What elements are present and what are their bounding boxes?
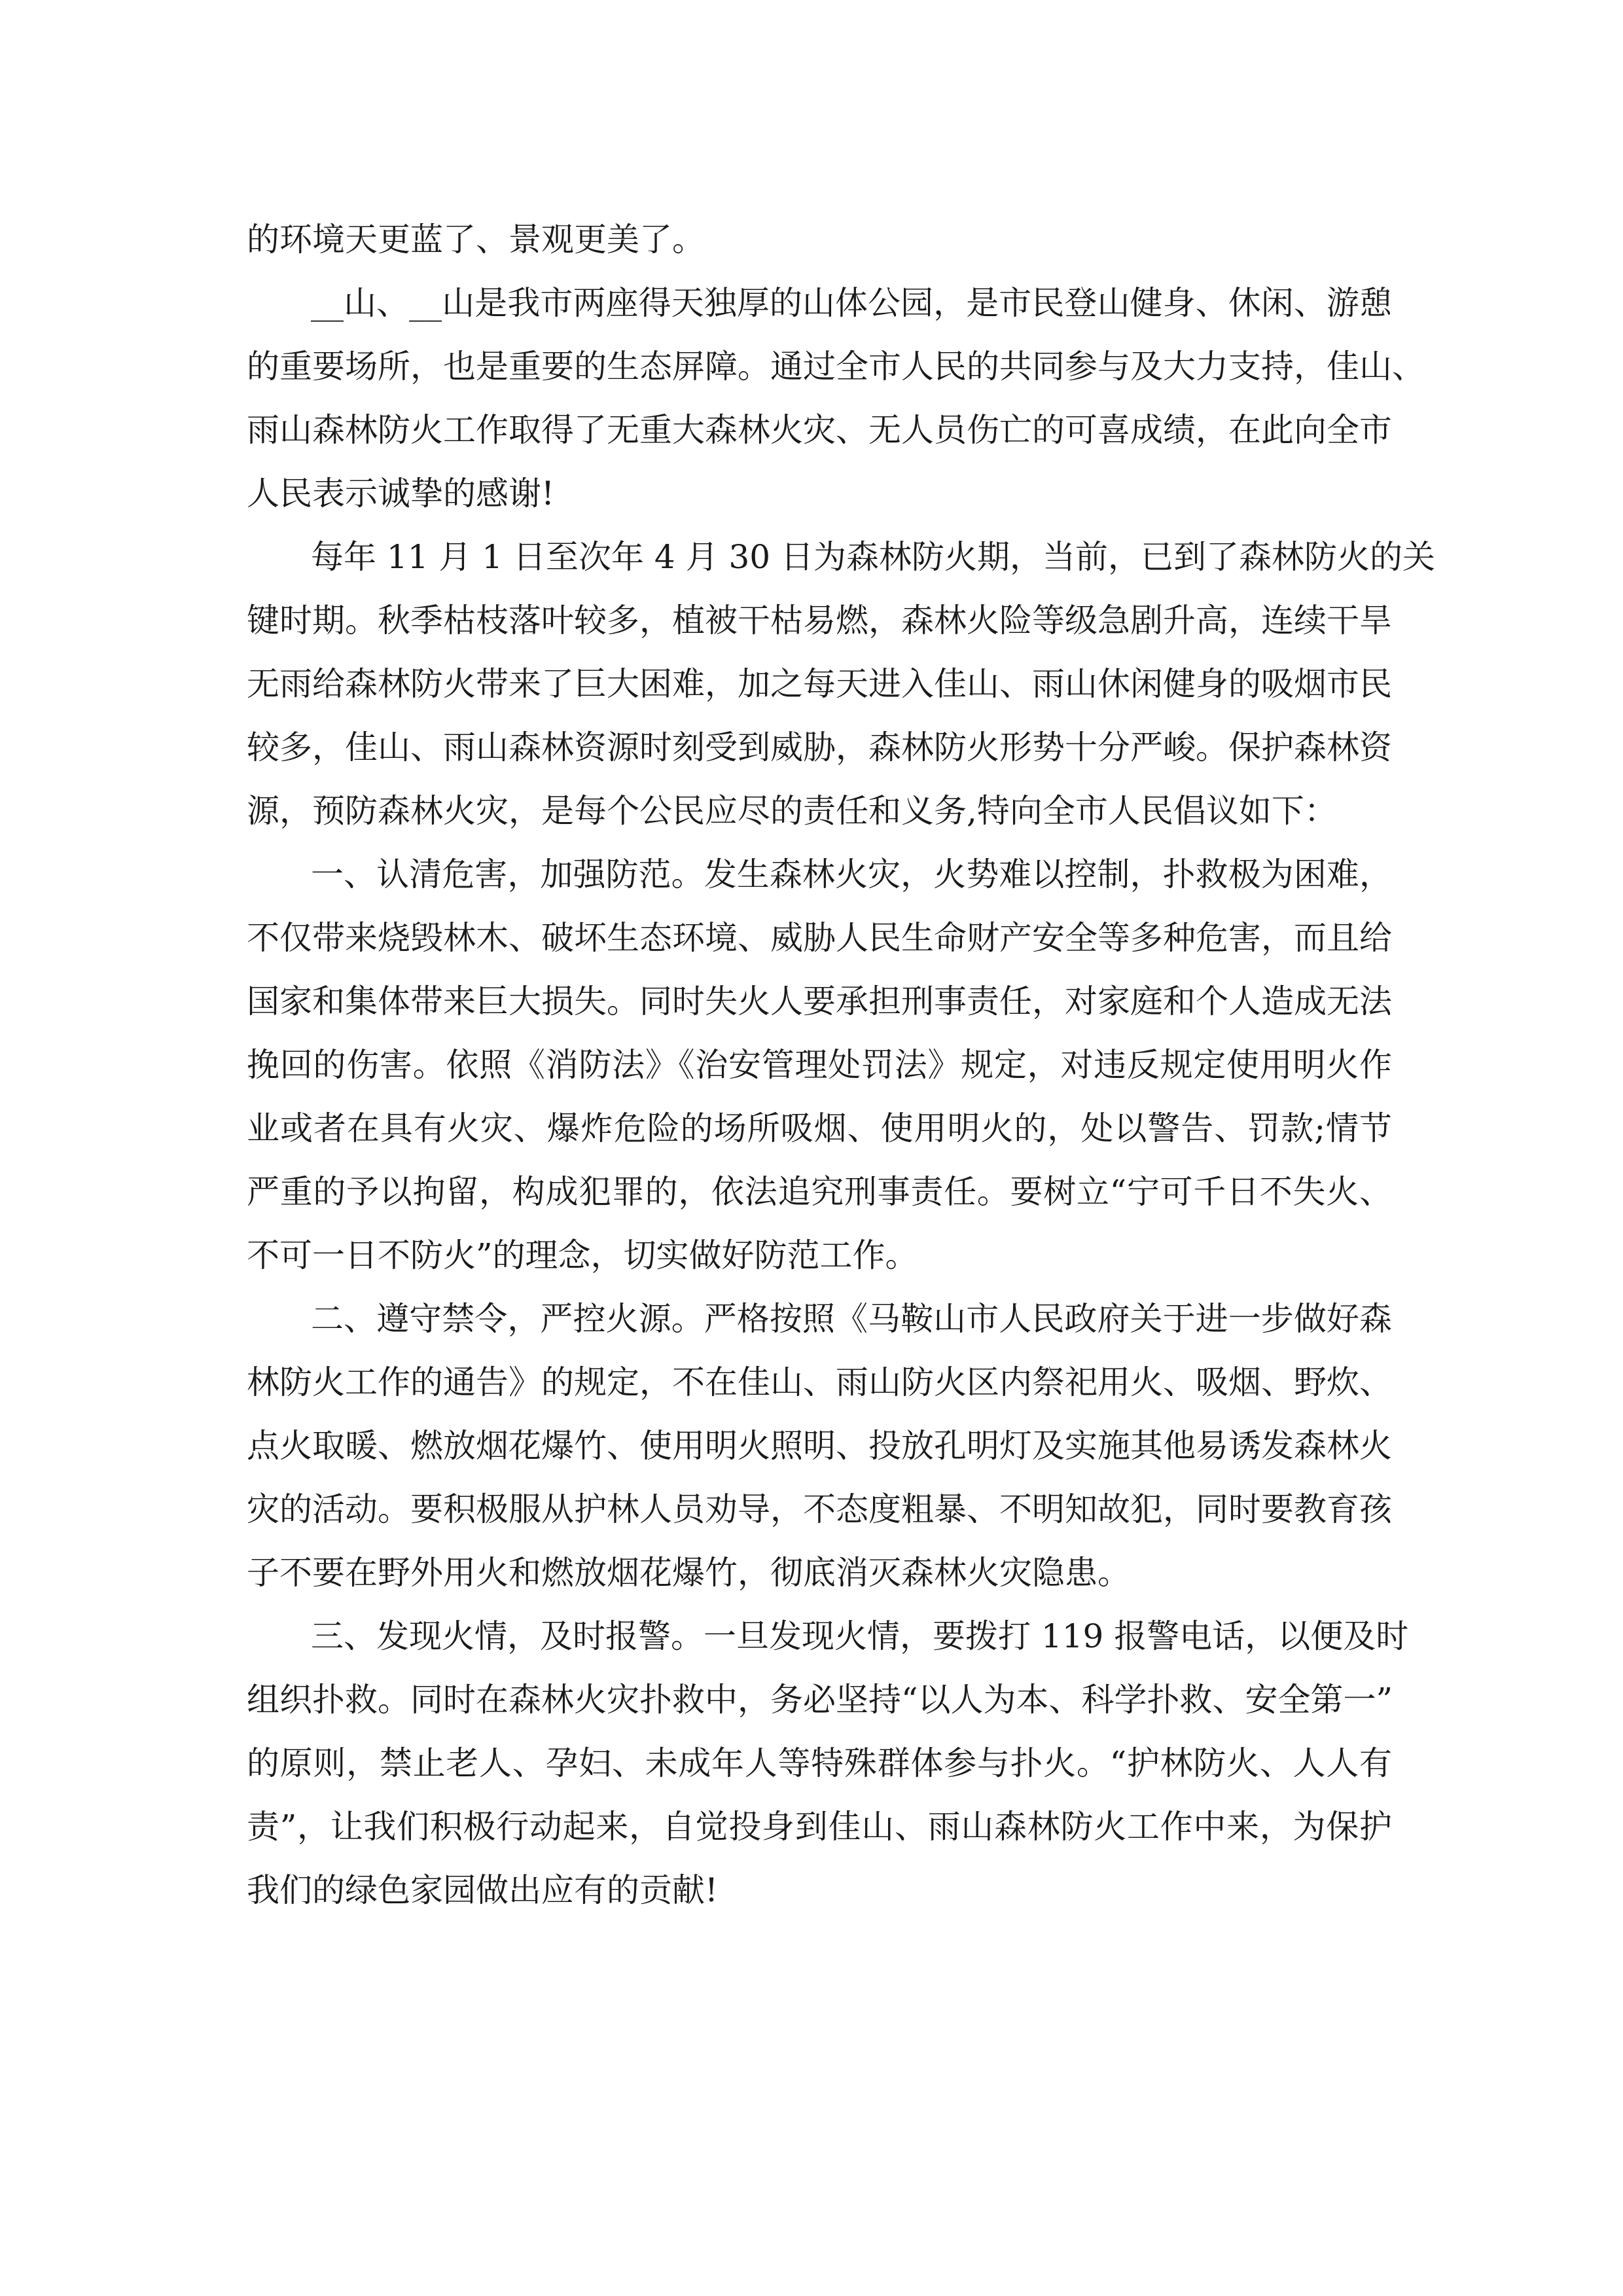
document-body [247, 208, 1436, 1922]
text-line: 的重要场所，也是重要的生态屏障。通过全市人民的共同参与及大力支持，佳山、 [247, 348, 1425, 386]
text-line: 二、遵守禁令，严控火源。严格按照《马鞍山市人民政府关于进一步做好森 [311, 1300, 1392, 1338]
text-line: 我们的绿色家园做出应有的贡献! [247, 1871, 719, 1909]
text-line: 林防火工作的通告》的规定，不在佳山、雨山防火区内祭祀用火、吸烟、野炊、 [247, 1363, 1392, 1401]
text-line: 的原则，禁止老人、孕妇、未成年人等特殊群体参与扑火。“护林防火、人人有 [247, 1744, 1392, 1782]
text-line: 不可一日不防火”的理念，切实做好防范工作。 [247, 1236, 918, 1274]
text-line: 源，预防森林火灾，是每个公民应尽的责任和义务,特向全市人民倡议如下： [247, 792, 1337, 830]
text-line: 挽回的伤害。依照《消防法》《治安管理处罚法》规定，对违反规定使用明火作 [247, 1046, 1392, 1084]
text-line: 雨山森林防火工作取得了无重大森林火灾、无人员伤亡的可喜成绩，在此向全市 [247, 411, 1392, 449]
text-line: 子不要在野外用火和燃放烟花爆竹，彻底消灭森林火灾隐患。 [247, 1554, 1130, 1592]
text-line: 业或者在具有火灾、爆炸危险的场所吸烟、使用明火的，处以警告、罚款;情节 [247, 1109, 1392, 1147]
text-line: 国家和集体带来巨大损失。同时失火人要承担刑事责任，对家庭和个人造成无法 [247, 982, 1392, 1020]
text-line: 人民表示诚挚的感谢! [247, 475, 555, 512]
text-line: 不仅带来烧毁林木、破坏生态环境、威胁人民生命财产安全等多种危害，而且给 [247, 919, 1392, 957]
text-line: 键时期。秋季枯枝落叶较多，植被干枯易燃，森林火险等级急剧升高，连续干旱 [247, 601, 1392, 639]
text-line: 每年 11 月 1 日至次年 4 月 30 日为森林防火期，当前，已到了森林防火的关 [311, 538, 1436, 576]
text-line: 点火取暖、燃放烟花爆竹、使用明火照明、投放孔明灯及实施其他易诱发森林火 [247, 1427, 1392, 1465]
text-line: __山、__山是我市两座得天独厚的山体公园，是市民登山健身、休闲、游憩 [311, 284, 1392, 322]
text-line: 三、发现火情，及时报警。一旦发现火情，要拨打 119 报警电话，以便及时 [311, 1617, 1409, 1655]
text-line: 较多，佳山、雨山森林资源时刻受到威胁，森林防火形势十分严峻。保护森林资 [247, 728, 1392, 766]
text-line: 无雨给森林防火带来了巨大困难，加之每天进入佳山、雨山休闲健身的吸烟市民 [247, 665, 1392, 703]
text-line: 灾的活动。要积极服从护林人员劝导，不态度粗暴、不明知故犯，同时要教育孩 [247, 1490, 1392, 1528]
text-line: 组织扑救。同时在森林火灾扑救中，务必坚持“以人为本、科学扑救、安全第一” [247, 1681, 1393, 1719]
text-line: 责”，让我们积极行动起来，自觉投身到佳山、雨山森林防火工作中来，为保护 [247, 1808, 1392, 1846]
text-line: 一、认清危害，加强防范。发生森林火灾，火势难以控制，扑救极为困难， [311, 855, 1392, 893]
text-line: 严重的予以拘留，构成犯罪的，依法追究刑事责任。要树立“宁可千日不失火、 [247, 1173, 1392, 1211]
text-line: 的环境天更蓝了、景观更美了。 [247, 221, 705, 259]
